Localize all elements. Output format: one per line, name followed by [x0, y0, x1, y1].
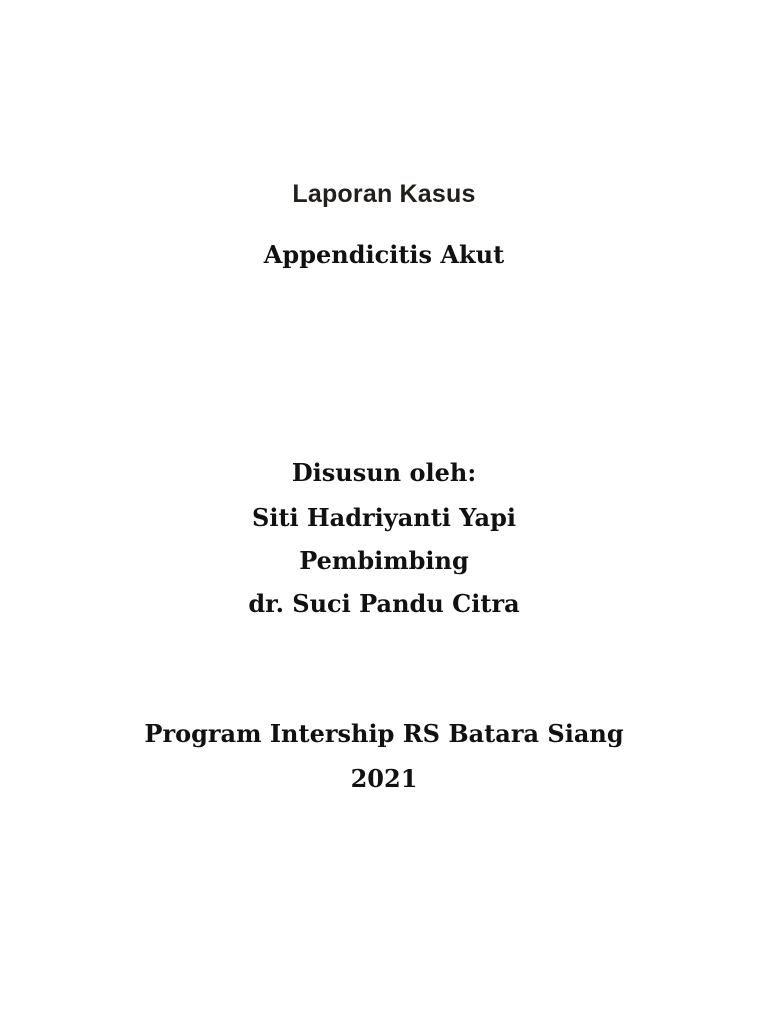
- supervisor-name: dr. Suci Pandu Citra: [248, 589, 520, 618]
- supervisor-label: Pembimbing: [299, 546, 469, 575]
- document-year: 2021: [350, 764, 418, 793]
- document-subtitle: Appendicitis Akut: [263, 240, 505, 269]
- program-name: Program Intership RS Batara Siang: [144, 719, 624, 748]
- document-title: Laporan Kasus: [292, 180, 476, 208]
- author-label: Disusun oleh:: [291, 458, 477, 487]
- author-name: Siti Hadriyanti Yapi: [252, 503, 516, 532]
